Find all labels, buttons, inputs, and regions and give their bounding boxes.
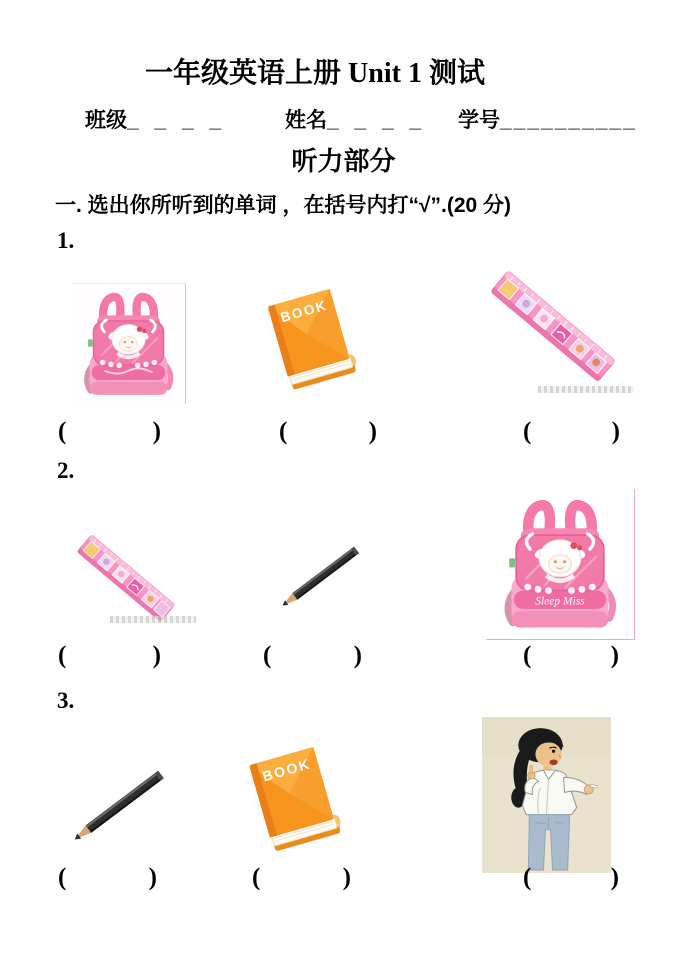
bracket-close: ) — [353, 642, 362, 669]
bracket-open: ( — [58, 864, 67, 891]
student-id-field — [458, 104, 637, 134]
question-3-number: 3. — [57, 688, 75, 713]
book-cover-label: BOOK — [278, 297, 330, 326]
bracket-close: ) — [342, 864, 351, 891]
q2-option3-answer-brackets — [523, 642, 619, 670]
pencil-illustration — [264, 532, 376, 624]
bracket-open: ( — [58, 418, 67, 445]
book-illustration — [252, 286, 372, 404]
q2-schoolbag-image — [486, 489, 635, 640]
pencil-illustration — [58, 754, 182, 858]
q3-pencil-image — [58, 754, 182, 858]
q1-option3-answer-brackets — [523, 418, 620, 446]
page-title — [0, 54, 630, 93]
class-label: 班级 — [85, 109, 127, 132]
student-id-label: 学号 — [458, 109, 500, 132]
q3-girl-image — [482, 717, 611, 873]
q3-option3-answer-brackets — [523, 864, 619, 892]
q1-option1-answer-brackets — [58, 418, 161, 446]
bracket-close: ) — [610, 864, 619, 891]
name-label: 姓名 — [285, 109, 327, 132]
name-blank: _ _ _ _ — [327, 109, 424, 132]
bracket-close: ) — [152, 418, 161, 445]
bracket-open: ( — [58, 642, 67, 669]
title-text-cn-right: 测试 — [428, 57, 485, 88]
q3-book-image — [234, 736, 356, 874]
book-cover-label: BOOK — [260, 755, 313, 785]
student-id-blank: __________ — [500, 109, 637, 132]
q2-ruler-image — [62, 522, 190, 644]
q1-book-image — [252, 286, 372, 404]
q2-option2-answer-brackets — [263, 642, 362, 670]
section-title: 听力部分 — [291, 146, 396, 176]
bracket-open: ( — [523, 864, 532, 891]
name-field — [285, 104, 423, 134]
q3-option1-answer-brackets — [58, 864, 157, 892]
q1-option2-answer-brackets — [279, 418, 377, 446]
bracket-open: ( — [279, 418, 288, 445]
ruler-illustration — [62, 522, 190, 644]
student-info-row — [0, 104, 687, 138]
ruler-illustration — [474, 264, 632, 400]
ruler-watermark — [538, 386, 634, 393]
schoolbag-illustration — [72, 284, 185, 404]
q2-option1-answer-brackets — [58, 642, 161, 670]
title-text-cn-left: 一年级英语上册 — [145, 57, 342, 88]
book-illustration — [234, 736, 356, 874]
title-text-en: Unit 1 — [348, 58, 422, 89]
bracket-close: ) — [148, 864, 157, 891]
bracket-close: ) — [368, 418, 377, 445]
bracket-open: ( — [523, 642, 532, 669]
schoolbag-brand-label: Sleep Miss — [535, 595, 585, 608]
bracket-close: ) — [152, 642, 161, 669]
question-1-number: 1. — [57, 228, 75, 253]
q2-pencil-image — [264, 532, 376, 624]
bracket-open: ( — [263, 642, 272, 669]
girl-illustration — [482, 717, 611, 873]
ruler-watermark — [110, 616, 196, 623]
bracket-close: ) — [611, 418, 620, 445]
bracket-close: ) — [610, 642, 619, 669]
schoolbag-illustration — [486, 489, 634, 639]
class-blank: _ _ _ _ — [127, 109, 224, 132]
bracket-open: ( — [523, 418, 532, 445]
instruction-text: 一. 选出你所听到的单词 ，在括号内打“√”.(20 分) — [55, 194, 512, 217]
q1-schoolbag-image — [72, 283, 186, 404]
q3-option2-answer-brackets — [252, 864, 351, 892]
question-2-number: 2. — [57, 458, 75, 483]
q1-ruler-image — [474, 264, 632, 400]
class-field — [85, 104, 223, 134]
bracket-open: ( — [252, 864, 261, 891]
